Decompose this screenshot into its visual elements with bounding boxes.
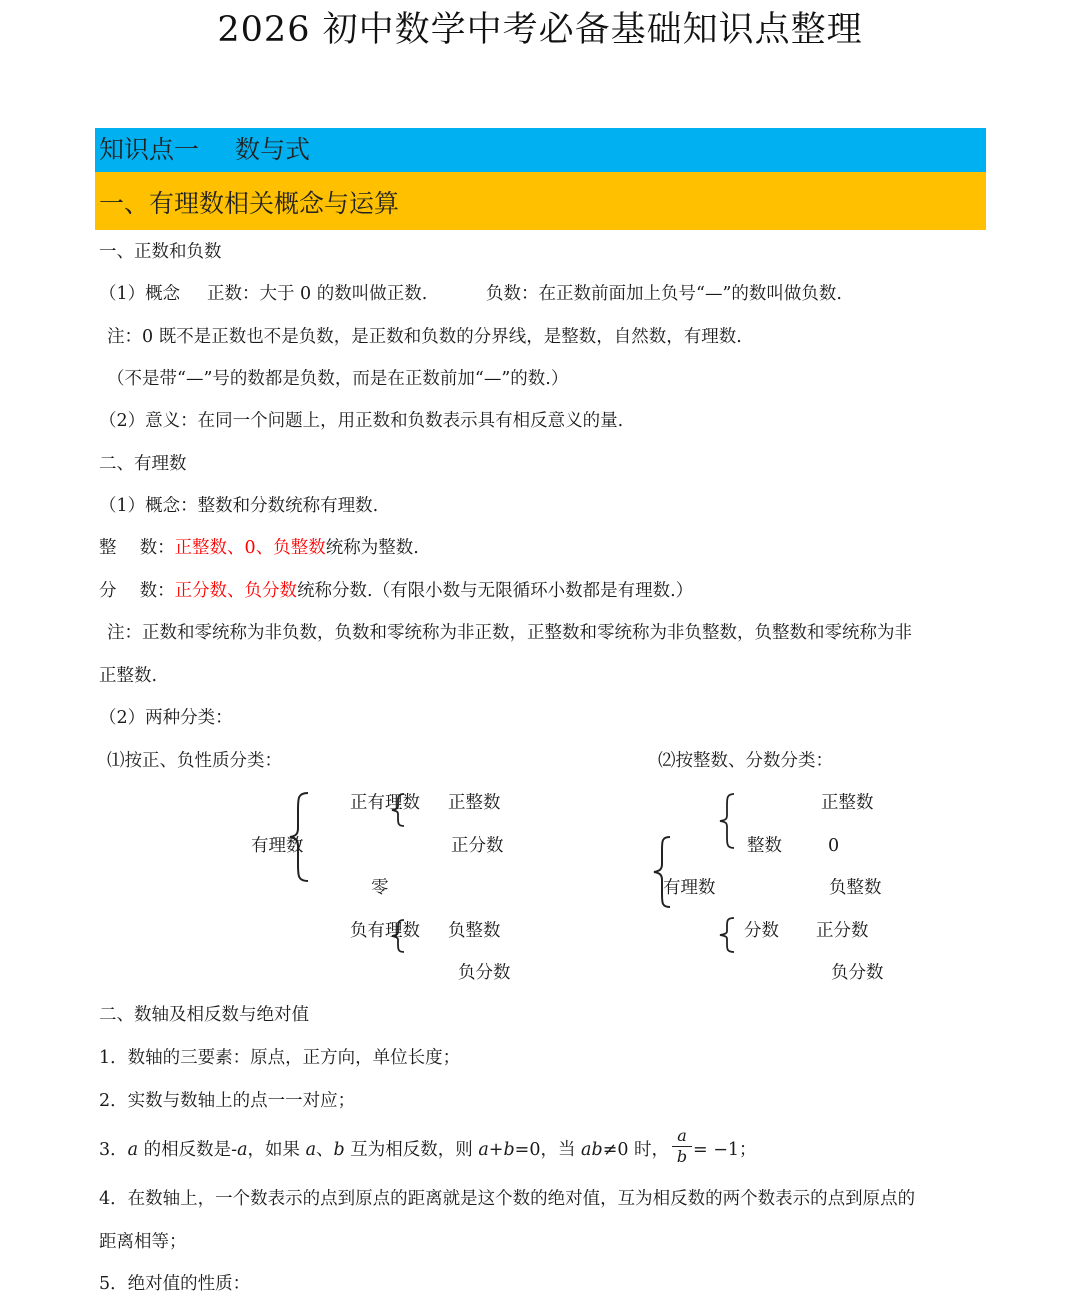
tree1-pos-rational: 正有理数 — [350, 793, 420, 813]
expr-product: ab — [581, 1140, 603, 1160]
subsection-header — [95, 172, 986, 230]
item-4-line1: 4．在数轴上，一个数表示的点到原点的距离就是这个数的绝对值，互为相反数的两个数表示的点到原点的 — [99, 1189, 916, 1209]
fraction-rest: 统称分数.（有限小数与无限循环小数都是有理数.） — [297, 581, 694, 601]
item-3-number: 3． — [99, 1140, 128, 1160]
integer-line — [99, 537, 419, 559]
tree2-neg-int: 负整数 — [829, 878, 882, 898]
tree2-pos-frac: 正分数 — [816, 921, 869, 941]
item-1: 1．数轴的三要素：原点，正方向，单位长度； — [99, 1048, 461, 1068]
integer-rest: 统称为整数. — [325, 538, 419, 558]
nonneg-note-line1: 注：正数和零统称为非负数，负数和零统称为非正数，正整数和零统称为非负整数，负整数和零统称为非 — [107, 623, 912, 643]
item-4-line2: 距离相等； — [99, 1232, 187, 1252]
var-b: b — [333, 1140, 345, 1160]
section-label: 知识点一 — [99, 135, 200, 164]
subsection-title: 一、有理数相关概念与运算 — [99, 189, 400, 218]
heading-positive-negative: 一、正数和负数 — [99, 242, 222, 262]
section-topic: 数与式 — [235, 135, 311, 164]
fraction-denominator: b — [676, 1147, 688, 1166]
integer-highlight: 正整数、0、负整数 — [174, 538, 326, 558]
heading-rational: 二、有理数 — [99, 454, 187, 474]
concept-label: （1）概念 — [99, 284, 181, 304]
fraction-highlight: 正分数、负分数 — [174, 581, 298, 601]
tree1-zero: 零 — [371, 878, 389, 898]
positive-definition: 正数：大于 0 的数叫做正数. — [207, 284, 428, 304]
expr-sum: a+b — [478, 1140, 515, 1160]
tree2-integer: 整数 — [747, 836, 782, 856]
tree2-root: 有理数 — [663, 878, 716, 898]
negative-definition: 负数：在正数前面加上负号“—”的数叫做负数. — [486, 284, 842, 304]
classification-1-title: ⑴按正、负性质分类： — [107, 751, 282, 771]
item-3 — [99, 1139, 669, 1161]
item-3-text: 互为相反数，则 — [344, 1140, 479, 1160]
zero-note: 注：0 既不是正数也不是负数，是正数和负数的分界线，是整数，自然数，有理数. — [107, 327, 742, 347]
tree1-pos-frac: 正分数 — [451, 836, 504, 856]
item-3-text: 的相反数是- — [138, 1140, 238, 1160]
fraction-numerator: a — [677, 1126, 687, 1145]
heading-number-line: 二、数轴及相反数与绝对值 — [99, 1005, 309, 1025]
var-a: a — [305, 1140, 317, 1160]
tree2-fraction: 分数 — [744, 921, 779, 941]
tree1-neg-frac: 负分数 — [458, 963, 511, 983]
tree2-neg-frac: 负分数 — [831, 963, 884, 983]
fraction-a-over-b — [672, 1127, 692, 1166]
tree1-neg-rational: 负有理数 — [350, 921, 420, 941]
tree2-zero: 0 — [828, 836, 840, 856]
fraction-line — [99, 580, 693, 602]
item-5: 5．绝对值的性质： — [99, 1274, 251, 1294]
item-3-text: ≠0 时， — [602, 1140, 670, 1160]
tree1-root: 有理数 — [251, 836, 304, 856]
item-3-text: =0，当 — [514, 1140, 582, 1160]
meaning-text: （2）意义：在同一个问题上，用正数和负数表示具有相反意义的量. — [99, 411, 624, 431]
item-2: 2．实数与数轴上的点一一对应； — [99, 1091, 356, 1111]
integer-label: 整 数： — [99, 538, 175, 558]
tree2-pos-int: 正整数 — [821, 793, 874, 813]
item-3-text: 、 — [316, 1140, 334, 1160]
tree2-frac-brace-icon — [716, 916, 738, 954]
two-classifications: （2）两种分类： — [99, 708, 233, 728]
paren-note: （不是带“—”号的数都是负数，而是在正数前加“—”的数.） — [107, 369, 569, 389]
rational-concept: （1）概念：整数和分数统称有理数. — [99, 496, 379, 516]
var-a: a — [127, 1140, 139, 1160]
tree1-neg-int: 负整数 — [448, 921, 501, 941]
tree2-int-brace-icon — [716, 792, 738, 850]
nonneg-note-line2: 正整数. — [99, 666, 158, 686]
classification-2-title: ⑵按整数、分数分类： — [658, 751, 833, 771]
var-a: a — [237, 1140, 248, 1160]
tree1-pos-int: 正整数 — [448, 793, 501, 813]
fraction-rhs: = −1； — [693, 1140, 757, 1160]
item-3-text: ，如果 — [247, 1140, 306, 1160]
fraction-label: 分 数： — [99, 581, 175, 601]
page-title: 2026 初中数学中考必备基础知识点整理 — [217, 10, 863, 50]
section-header — [95, 128, 986, 172]
